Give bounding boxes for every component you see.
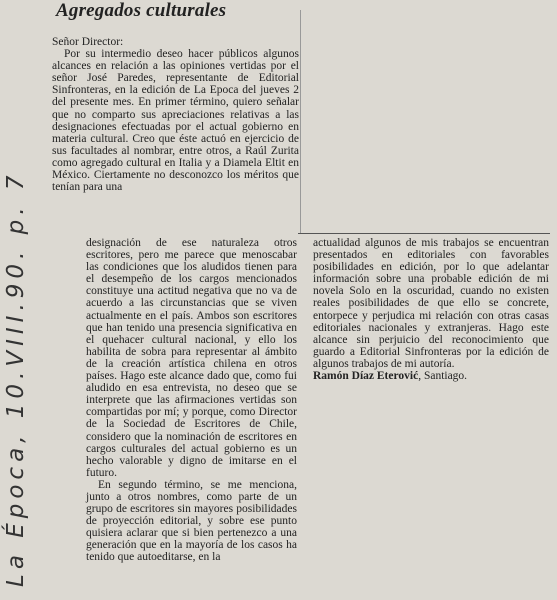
signature-name: Ramón Díaz Eterović xyxy=(313,370,419,383)
article-title: Agregados culturales xyxy=(56,0,227,21)
article-column-3 xyxy=(313,237,549,382)
paragraph-3: En segundo término, se me menciona, junto a otros nombres, como parte de un grupo de escritores sin mayores posibilidades de proyección editorial, y sobre ese punto quisiera aclarar que si bien pertenezco a una generación que en la mayoría de los casos ha tenido que autoeditarse, en la xyxy=(86,478,297,564)
article-column-2 xyxy=(86,237,297,564)
column-divider xyxy=(300,10,301,233)
section-rule xyxy=(298,233,550,234)
article-column-1 xyxy=(52,36,299,193)
paragraph-1: Por su intermedio deseo hacer públicos algunos alcances en relación a las opiniones vertidas por el señor José Paredes, representante de Editorial Sinfronteras, en la edición de La Epoca del jueves 2 del presente mes. En primer término, quiero señalar que no comparto sus apreciaciones relativas a las designaciones efectuadas por el actual gobierno en materia cultural. Creo que éste actuó en ejercicio de sus facultades al nombrar, entre otros, a Raúl Zurita como agregado cultural en Italia y a Diamela Eltit en México. Ciertamente no desconozco los méritos que tenían para una xyxy=(52,48,299,194)
salutation: Señor Director: xyxy=(52,36,124,48)
handwritten-note: La Época, 10.VIII.90. p. 7 xyxy=(3,170,29,587)
handwritten-annotation xyxy=(0,170,44,600)
signature xyxy=(313,370,549,382)
paragraph-4: actualidad algunos de mis trabajos se encuentran presentados en editoriales con favorables posibilidades en edición, por lo que adelantar información sobre una probable edición de mi novela Solo en la oscuridad, cuando no existen reales posibilidades de que ello se concrete, entorpece y perjudica mi relación con otras casas editoriales nacionales y extranjeras. Hago este alcance sin perjuicio del reconocimiento que guardo a Editorial Sinfronteras por la edición de algunos trabajos de mi autoría. xyxy=(313,237,549,370)
paragraph-2: designación de ese naturaleza otros escritores, pero me parece que menoscabar las condiciones que los aludidos tienen para el desempeño de los cargos mencionados constituye una actitud negativa que no va de acuerdo a las circunstancias que se viven actualmente en el país. Ambos son escritores que han tenido una presencia significativa en el quehacer cultural nacional, y ello los habilita de sobra para representar al ámbito de la creación artística chilena en otros países. Hago este alcance dado que, como fui aludido en esa entrevista, no deseo que se interprete que las afirmaciones vertidas son compartidas por mí; y porque, como Director de la Sociedad de Escritores de Chile, considero que la nominación de escritores en cargos culturales del actual gobierno es un hecho valorable y digno de imitarse en el futuro. xyxy=(86,237,297,479)
signature-place: , Santiago. xyxy=(418,370,468,383)
